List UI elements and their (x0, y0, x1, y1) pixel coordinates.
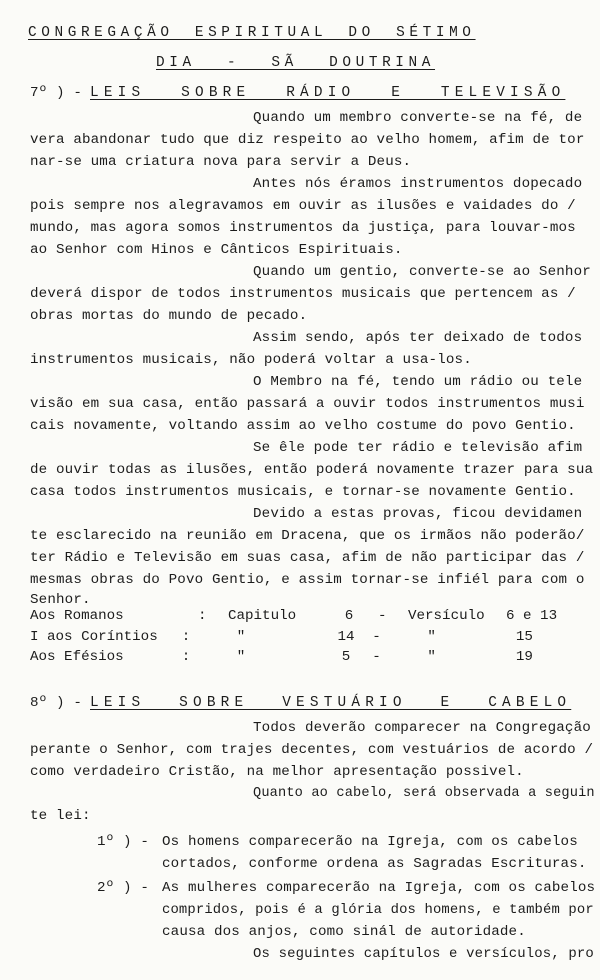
verse-number: 6 e 13 (506, 608, 558, 624)
s7-line: mundo, mas agora somos instrumentos da justiça, para louvar-mos (30, 220, 576, 236)
verse-label: " (427, 649, 436, 665)
s7-line: Antes nós éramos instrumentos dopecado (253, 176, 583, 192)
reference-separator: : (198, 608, 207, 624)
s7-line: pois sempre nos alegravamos em ouvir as ilusões e vaidades do / (30, 198, 576, 214)
s7-line: te esclarecido na reunião em Dracena, que os irmãos não poderão/ (30, 528, 585, 544)
scripture-references (30, 606, 570, 668)
reference-row (30, 627, 570, 648)
s7-line: ao Senhor com Hinos e Cânticos Espirituais. (30, 242, 403, 258)
s7-line: vera abandonar tudo que diz respeito ao velho homem, afim de tor (30, 132, 585, 148)
item-2-line: causa dos anjos, como sinál de autoridade. (162, 924, 526, 940)
item-1-line: cortados, conforme ordena as Sagradas Escrituras. (162, 856, 587, 872)
reference-dash: - (372, 649, 381, 665)
item-1-line: Os homens comparecerão na Igreja, com os cabelos (162, 834, 578, 850)
s7-line: casa todos instrumentos musicais, e tornar-se novamente Gentio. (30, 484, 576, 500)
s8-line: como verdadeiro Cristão, na melhor apresentação possivel. (30, 764, 524, 780)
s7-line: mesmas obras do Povo Gentio, e assim tornar-se infiél para com o (30, 572, 585, 588)
header-title-line-2: DIA - SÃ DOUTRINA (156, 55, 436, 71)
verse-number: 19 (515, 649, 533, 665)
reference-separator: : (181, 628, 191, 645)
s7-line: O Membro na fé, tendo um rádio ou tele (253, 374, 583, 390)
section-8-number: 8º ) - (30, 695, 82, 711)
item-2-number: 2º ) - (97, 880, 149, 896)
section-8-title: LEIS SOBRE VESTUÁRIO E CABELO (90, 695, 572, 711)
reference-dash: - (372, 628, 381, 645)
s7-line: Se êle pode ter rádio e televisão afim (253, 440, 583, 456)
s7-line: Senhor. (30, 592, 91, 608)
s7-line: visão em sua casa, então passará a ouvir todos instrumentos musi (30, 396, 585, 412)
reference-book: Aos Romanos (30, 608, 124, 624)
s8-line: te lei: (30, 808, 91, 824)
s7-line: Quando um gentio, converte-se ao Senhor (253, 264, 591, 280)
section-7-number: 7º ) - (30, 85, 82, 101)
reference-row (30, 647, 570, 668)
item-2-line: As mulheres comparecerão na Igreja, com os cabelos (162, 880, 596, 896)
s8-line: Todos deverão comparecer na Congregação (253, 720, 591, 736)
s8-final-line: Os seguintes capítulos e versículos, pro (253, 946, 594, 962)
reference-dash: - (378, 608, 387, 624)
reference-separator: : (181, 649, 191, 665)
reference-book: Aos Efésios (30, 649, 124, 665)
header-title-line-1: CONGREGAÇÃO ESPIRITUAL DO SÉTIMO (28, 25, 476, 41)
chapter-label: Capitulo (228, 608, 297, 624)
chapter-label: " (236, 628, 246, 645)
chapter-number: 14 (337, 628, 355, 645)
s7-line: ter Rádio e Televisão em suas casa, afim de não participar das / (30, 550, 585, 566)
verse-label: Versículo (408, 608, 485, 624)
s7-line: Quando um membro converte-se na fé, de (253, 110, 583, 126)
s7-line: Devido a estas provas, ficou devidamen (253, 506, 583, 522)
s7-line: Assim sendo, após ter deixado de todos (253, 330, 583, 346)
verse-number: 15 (515, 628, 533, 645)
s7-line: cais novamente, voltando assim ao velho costume do povo Gentio. (30, 418, 576, 434)
verse-label: " (427, 628, 436, 645)
s8-line: perante o Senhor, com trajes decentes, com vestuários de acordo / (30, 742, 594, 758)
reference-book: I aos Coríntios (30, 628, 158, 645)
s8-line: Quanto ao cabelo, será observada a seguin (253, 786, 595, 801)
s7-line: de ouvir todas as ilusões, então poderá novamente trazer para sua (30, 462, 594, 478)
item-1-number: 1º ) - (97, 834, 149, 850)
chapter-label: " (236, 649, 246, 665)
chapter-number: 5 (341, 649, 351, 665)
s7-line: deverá dispor de todos instrumentos musicais que pertencem as / (30, 286, 576, 302)
item-2-line: compridos, pois é a glória dos homens, e também por (162, 902, 594, 918)
section-7-title: LEIS SOBRE RÁDIO E TELEVISÃO (90, 85, 566, 101)
reference-row (30, 606, 570, 627)
s7-line: instrumentos musicais, não poderá voltar a usa-los. (30, 352, 472, 368)
s7-line: nar-se uma criatura nova para servir a Deus. (30, 154, 412, 170)
chapter-number: 6 (344, 608, 354, 624)
s7-line: obras mortas do mundo de pecado. (30, 308, 308, 324)
